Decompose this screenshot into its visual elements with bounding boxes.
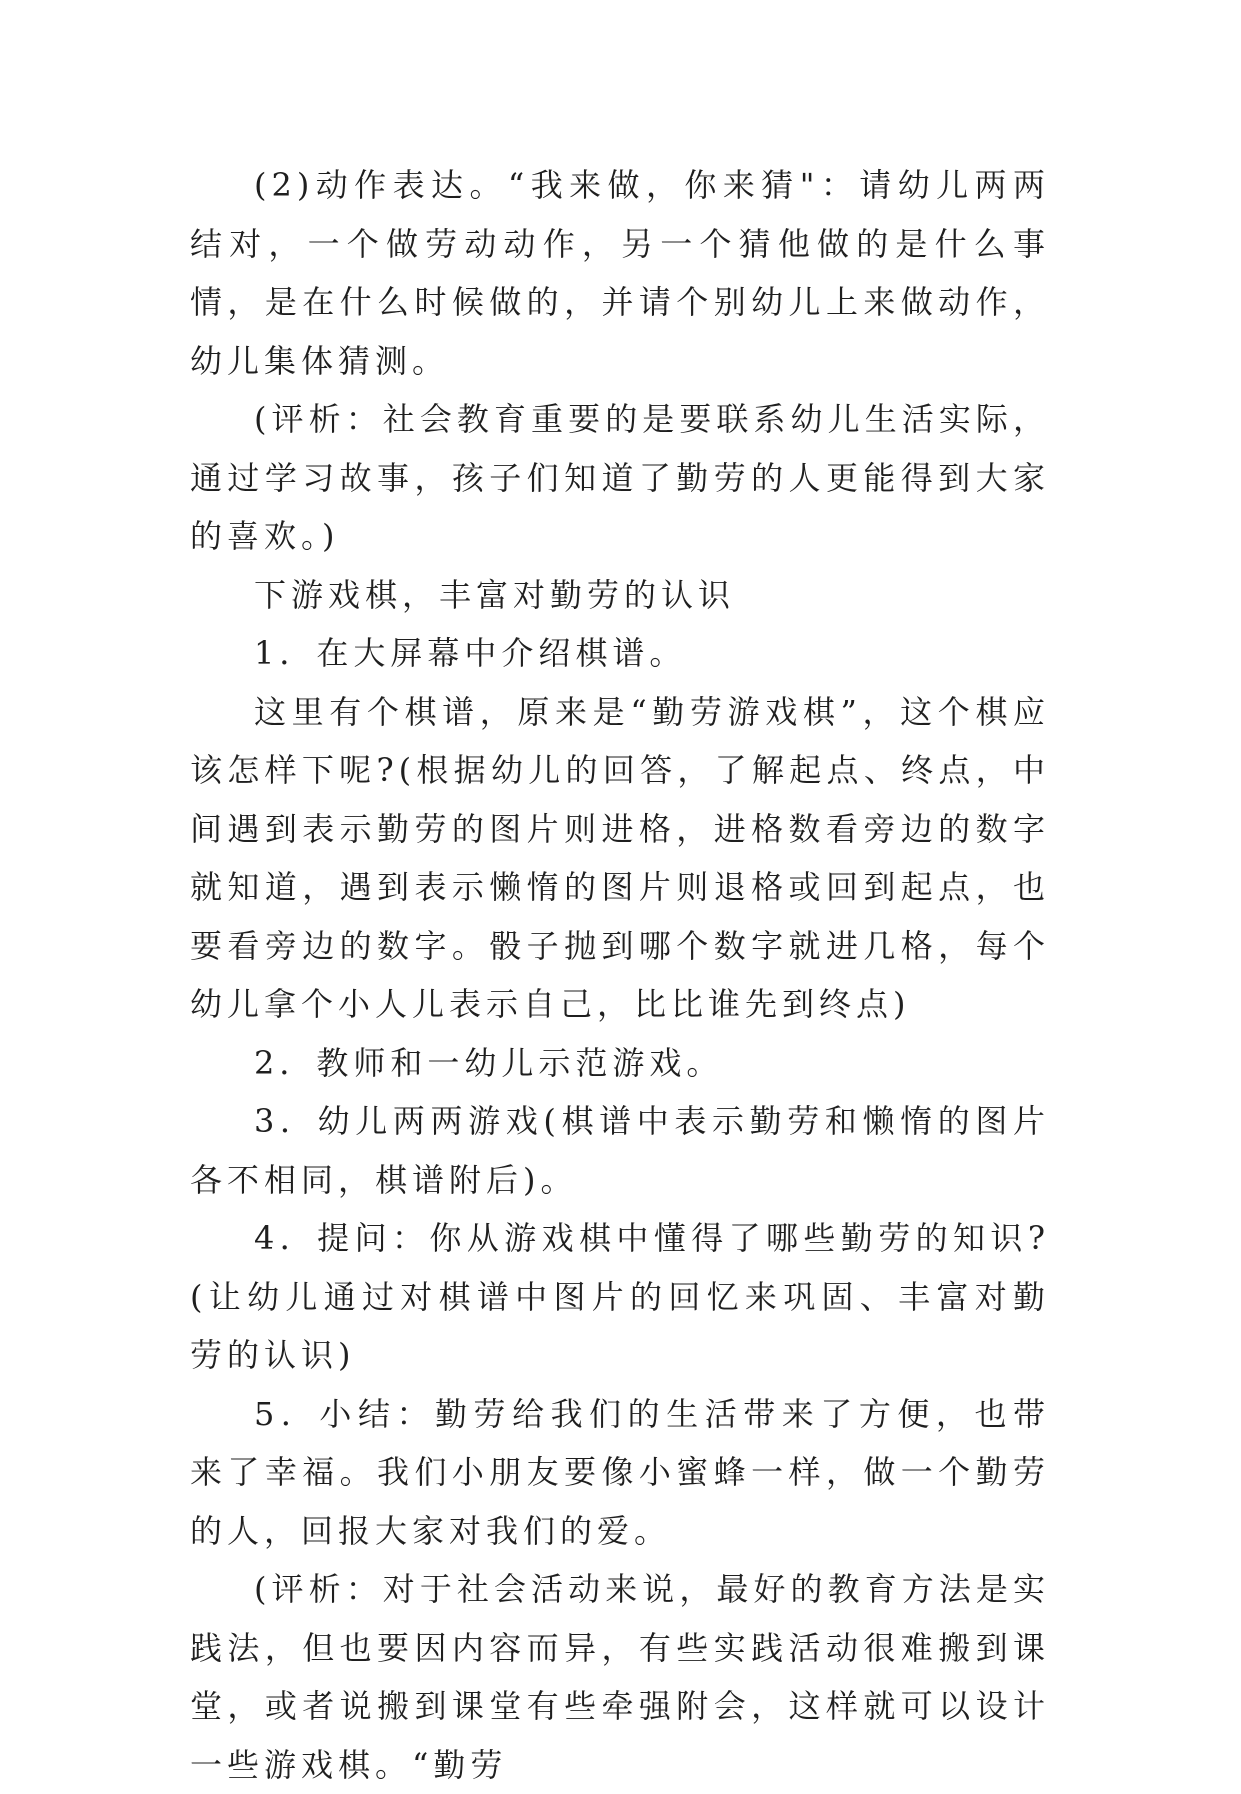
paragraph-step-2: 2．教师和一幼儿示范游戏。: [254, 1043, 724, 1082]
paragraph-step-4: 4．提问：你从游戏棋中懂得了哪些勤劳的知识?(让幼儿通过对棋谱中图片的回忆来巩固、丰富对勤劳的认识): [190, 1219, 1050, 1374]
paragraph-step-5: 5．小结：勤劳给我们的生活带来了方便，也带来了幸福。我们小朋友要像小蜜蜂一样，做一个勤劳的人，回报大家对我们的爱。: [190, 1394, 1050, 1550]
paragraph-game-rules: 这里有个棋谱，原来是“勤劳游戏棋”，这个棋应该怎样下呢?(根据幼儿的回答，了解起点、终点，中间遇到表示勤劳的图片则进格，进格数看旁边的数字就知道，遇到表示懒惰的图片则退格或回到起点，也要看旁边的数字。骰子抛到哪个数字就进几格，每个幼儿拿个小人儿表示自己，比比谁先到终点): [190, 692, 1050, 1023]
paragraph-step-1: 1．在大屏幕中介绍棋谱。: [254, 634, 687, 672]
paragraph-section-heading: 下游戏棋，丰富对勤劳的认识: [254, 575, 736, 614]
paragraph-action-expression: (2)动作表达。“我来做，你来猜"：请幼儿两两结对，一个做劳动动作，另一个猜他做的是什么事情，是在什么时候做的，并请个别幼儿上来做动作，幼儿集体猜测。: [190, 166, 1050, 380]
paragraph-step-3: 3．幼儿两两游戏(棋谱中表示勤劳和懒惰的图片各不相同，棋谱附后)。: [190, 1102, 1050, 1199]
paragraph-commentary-1: (评析：社会教育重要的是要联系幼儿生活实际，通过学习故事，孩子们知道了勤劳的人更能得到大家的喜欢。): [190, 400, 1050, 555]
paragraph-commentary-2: (评析：对于社会活动来说，最好的教育方法是实践法，但也要因内容而异，有些实践活动很难搬到课堂，或者说搬到课堂有些牵强附会，这样就可以设计一些游戏棋。“勤劳: [190, 1570, 1050, 1784]
document-body: [190, 156, 1050, 1794]
